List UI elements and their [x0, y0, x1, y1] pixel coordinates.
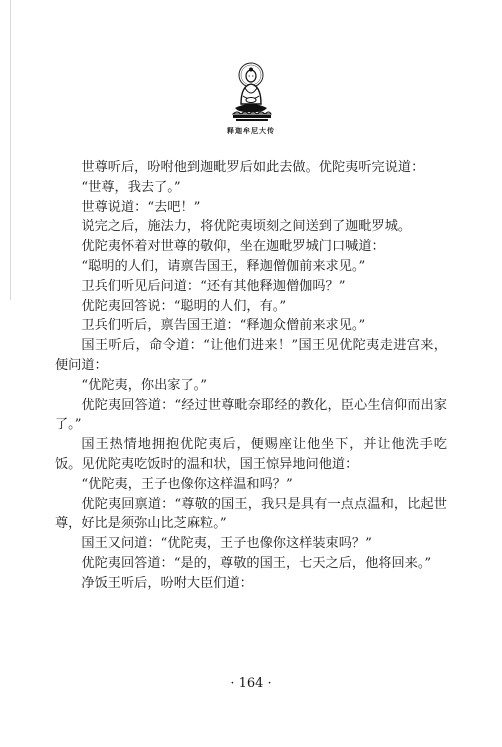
body-text	[55, 158, 447, 594]
paragraph: 国王听后，命令道：“让他们进来！”国王见优陀夷走进宫来，便问道：	[55, 338, 447, 373]
paragraph: “优陀夷，王子也像你这样温和吗？”	[81, 476, 293, 492]
paragraph: “聪明的人们，请禀告国王，释迦僧伽前来求见。”	[81, 258, 366, 274]
scan-edge-line	[10, 0, 11, 300]
paragraph: 优陀夷回禀道：“尊敬的国王，我只是具有一点点温和，比起世尊，好比是须弥山比芝麻粒。”	[55, 496, 447, 532]
paragraph: 卫兵们听后，禀告国王道：“释迦众僧前来求见。”	[81, 318, 366, 334]
paragraph: 世尊说道：“去吧！”	[81, 199, 201, 215]
paragraph: 优陀夷回答道：“是的，尊敬的国王，七天之后，他将回来。”	[81, 555, 432, 571]
paragraph: 说完之后，施法力，将优陀夷顷刻之间送到了迦毗罗城。	[81, 219, 412, 235]
paragraph: 卫兵们听见后问道：“还有其他释迦僧伽吗？”	[81, 278, 346, 294]
paragraph: “世尊，我去了。”	[81, 179, 181, 195]
book-title: 释迦牟尼大传	[227, 126, 275, 135]
paragraph: 世尊听后，吩咐他到迦毗罗后如此去做。优陀夷听完说道：	[81, 160, 425, 175]
page-number: · 164 ·	[230, 676, 272, 691]
seated-buddha-icon	[227, 58, 275, 122]
paragraph: 优陀夷回答道：“经过世尊毗奈耶经的教化，臣心生信仰而出家了。”	[55, 397, 447, 433]
paragraph: 国王又问道：“优陀夷，王子也像你这样装束吗？”	[81, 536, 372, 552]
paragraph: 国王热情地拥抱优陀夷后，便赐座让他坐下，并让他洗手吃饭。见优陀夷吃饭时的温和状，国王惊异地问他道：	[55, 437, 447, 472]
paragraph: 净饭王听后，吩咐大臣们道：	[81, 575, 253, 591]
page-header	[0, 58, 502, 136]
paragraph: “优陀夷，你出家了。”	[81, 377, 207, 393]
paragraph: 优陀夷怀着对世尊的敬仰，坐在迦毗罗城门口喊道：	[81, 239, 385, 255]
paragraph: 优陀夷回答说：“聪明的人们，有。”	[81, 298, 287, 314]
